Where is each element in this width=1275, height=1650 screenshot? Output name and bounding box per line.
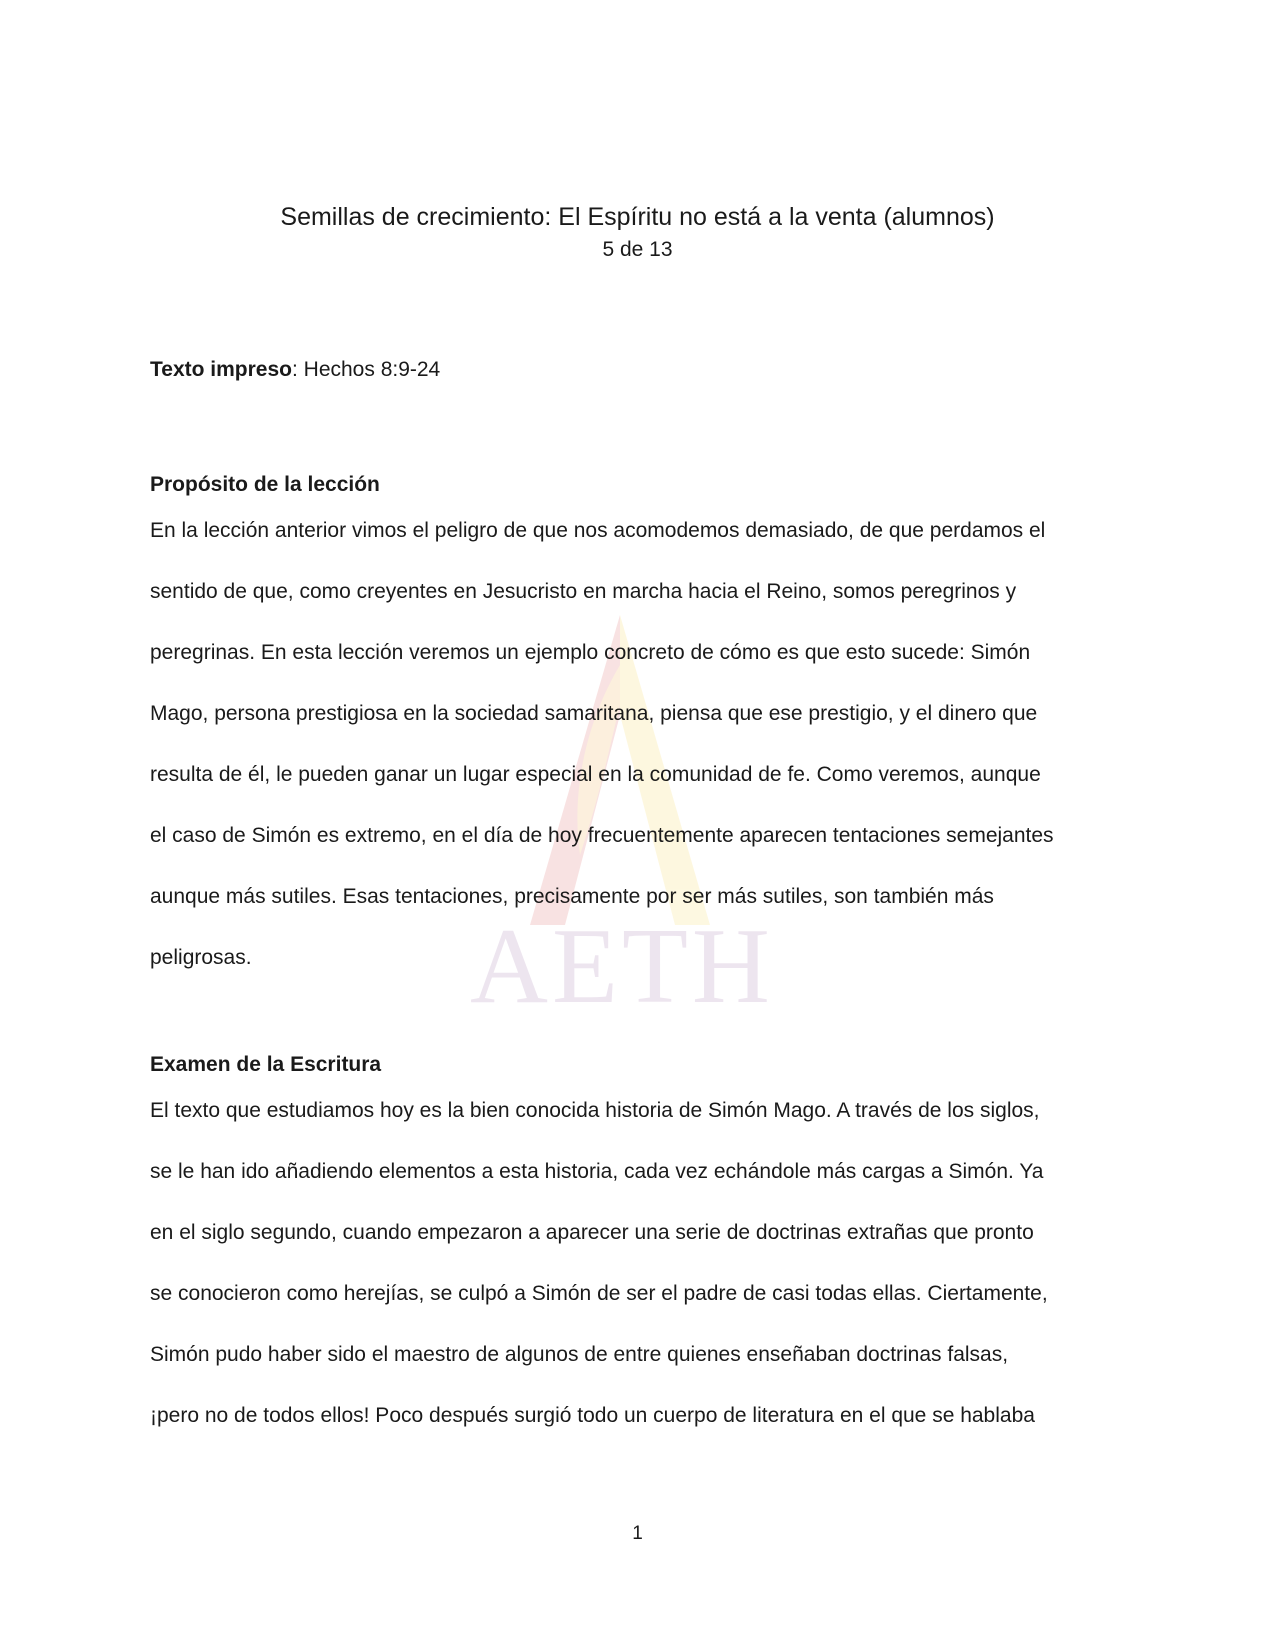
section-heading-scripture: Examen de la Escritura bbox=[150, 1053, 382, 1076]
paragraph-line: El texto que estudiamos hoy es la bien conocida historia de Simón Mago. A través de los siglos, bbox=[150, 1099, 1040, 1122]
page-number: 1 bbox=[632, 1523, 643, 1544]
printed-text-line bbox=[150, 355, 440, 385]
paragraph-line: Simón pudo haber sido el maestro de algunos de entre quienes enseñaban doctrinas falsas, bbox=[150, 1343, 1009, 1366]
section-body-scripture bbox=[150, 1080, 1140, 1446]
paragraph-line: se le han ido añadiendo elementos a esta historia, cada vez echándole más cargas a Simón. Ya bbox=[150, 1160, 1044, 1183]
paragraph-line: sentido de que, como creyentes en Jesucristo en marcha hacia el Reino, somos peregrinos y bbox=[150, 580, 1017, 603]
paragraph-line: en el siglo segundo, cuando empezaron a aparecer una serie de doctrinas extrañas que pronto bbox=[150, 1221, 1034, 1244]
document-subtitle: 5 de 13 bbox=[602, 238, 673, 261]
paragraph-line: se conocieron como herejías, se culpó a Simón de ser el padre de casi todas ellas. Ciertamente, bbox=[150, 1282, 1048, 1305]
paragraph-line: peligrosas. bbox=[150, 946, 252, 969]
watermark-text: AETH bbox=[470, 907, 774, 1026]
paragraph-line: Mago, persona prestigiosa en la sociedad samaritana, piensa que ese prestigio, y el dinero que bbox=[150, 702, 1038, 725]
paragraph-line: el caso de Simón es extremo, en el día de hoy frecuentemente aparecen tentaciones semejantes bbox=[150, 824, 1054, 847]
paragraph-line: resulta de él, le pueden ganar un lugar especial en la comunidad de fe. Como veremos, aunque bbox=[150, 763, 1041, 786]
section-heading-purpose: Propósito de la lección bbox=[150, 473, 380, 496]
paragraph-line: En la lección anterior vimos el peligro de que nos acomodemos demasiado, de que perdamos el bbox=[150, 519, 1046, 542]
section-body-purpose bbox=[150, 500, 1140, 988]
printed-text-separator: : bbox=[291, 358, 304, 381]
document-title: Semillas de crecimiento: El Espíritu no está a la venta (alumnos) bbox=[280, 203, 995, 231]
paragraph-line: aunque más sutiles. Esas tentaciones, precisamente por ser más sutiles, son también más bbox=[150, 885, 994, 908]
printed-text-label: Texto impreso bbox=[150, 358, 292, 381]
paragraph-line: ¡pero no de todos ellos! Poco después surgió todo un cuerpo de literatura en el que se hablaba bbox=[150, 1404, 1035, 1427]
printed-text-value: Hechos 8:9-24 bbox=[303, 358, 441, 381]
paragraph-line: peregrinas. En esta lección veremos un ejemplo concreto de cómo es que esto sucede: Simón bbox=[150, 641, 1031, 664]
